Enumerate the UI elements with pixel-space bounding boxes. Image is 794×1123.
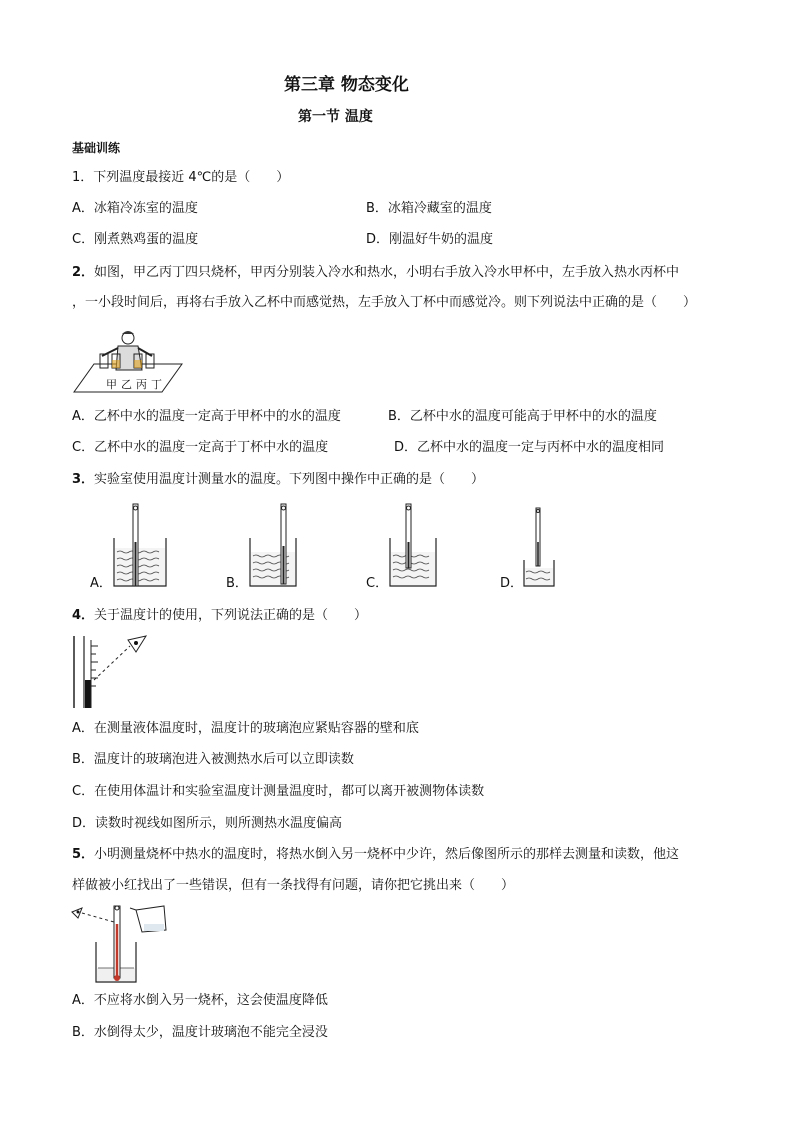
question-number: 1． [72,170,94,185]
question-number: 3． [72,472,95,487]
question-number: 4． [72,608,95,623]
q4-option-b[interactable]: B．温度计的玻璃泡进入被测热水后可以立即读数 [72,752,354,767]
question-4 [72,607,367,625]
q3-option-c[interactable]: C． [366,576,389,591]
q3-option-a[interactable]: A． [90,576,112,591]
label-jia: 甲 [106,378,121,391]
q2-option-a[interactable]: A．乙杯中水的温度一定高于甲杯中的水的温度 [72,409,341,424]
q4-option-c[interactable]: C．在使用体温计和实验室温度计测量温度时，都可以离开被测物体读数 [72,784,485,799]
q5-figure-thermometer-beaker [70,900,170,984]
section-label: 基础训练 [72,141,121,155]
question-3 [72,471,484,489]
q1-option-b[interactable]: B．冰箱冷藏室的温度 [366,201,492,216]
section-title: 第一节 温度 [298,109,373,125]
q4-option-d[interactable]: D．读数时视线如图所示，则所测热水温度偏高 [72,816,343,831]
q2-figure-labels [106,376,166,392]
chapter-title: 第三章 物态变化 [284,75,409,95]
q4-option-a[interactable]: A．在测量液体温度时，温度计的玻璃泡应紧贴容器的壁和底 [72,721,419,736]
question-5-line2: 样做被小红找出了一些错误，但有一条找得有问题，请你把它挑出来（ ） [72,878,515,893]
question-5-line1 [72,846,679,864]
question-1 [72,169,289,187]
q1-option-c[interactable]: C．刚煮熟鸡蛋的温度 [72,232,199,247]
q1-option-d[interactable]: D．刚温好牛奶的温度 [366,232,494,247]
q3-option-b[interactable]: B． [226,576,248,591]
question-number: 2． [72,265,95,280]
q3-figure-a-beaker [112,502,168,588]
question-2-line1 [72,264,679,282]
label-yi: 乙 [121,378,136,391]
q1-option-a[interactable]: A．冰箱冷冻室的温度 [72,201,198,216]
q2-option-d[interactable]: D．乙杯中水的温度一定与丙杯中水的温度相同 [394,440,665,455]
question-number: 5． [72,847,95,862]
label-bing: 丙 [136,378,151,391]
question-stem: 实验室使用温度计测量水的温度。下列图中操作中正确的是（ ） [94,472,485,487]
q2-option-b[interactable]: B．乙杯中水的温度可能高于甲杯中的水的温度 [388,409,657,424]
q3-figure-c-beaker [388,502,438,588]
q5-option-a[interactable]: A．不应将水倒入另一烧杯，这会使温度降低 [72,993,328,1008]
question-stem: 关于温度计的使用，下列说法正确的是（ ） [94,608,368,623]
label-ding: 丁 [151,378,166,391]
q3-figure-d-beaker [522,502,556,588]
q4-figure-thermometer-eye [72,634,154,708]
q2-option-c[interactable]: C．乙杯中水的温度一定高于丁杯中水的温度 [72,440,329,455]
question-stem: 下列温度最接近 4℃的是（ ） [93,170,290,185]
q5-option-b[interactable]: B．水倒得太少，温度计玻璃泡不能完全浸没 [72,1025,328,1040]
question-2-line2: ，一小段时间后，再将右手放入乙杯中而感觉热，左手放入丁杯中而感觉冷。则下列说法中正确的是（ ） [72,295,697,310]
question-stem: 如图，甲乙丙丁四只烧杯，甲丙分别装入冷水和热水，小明右手放入冷水甲杯中，左手放入热水丙杯中 [94,265,680,280]
q3-figure-b-beaker [248,502,298,588]
q3-option-d[interactable]: D． [500,576,524,591]
question-stem: 小明测量烧杯中热水的温度时，将热水倒入另一烧杯中少许，然后像图所示的那样去测量和读数，他这 [94,847,680,862]
